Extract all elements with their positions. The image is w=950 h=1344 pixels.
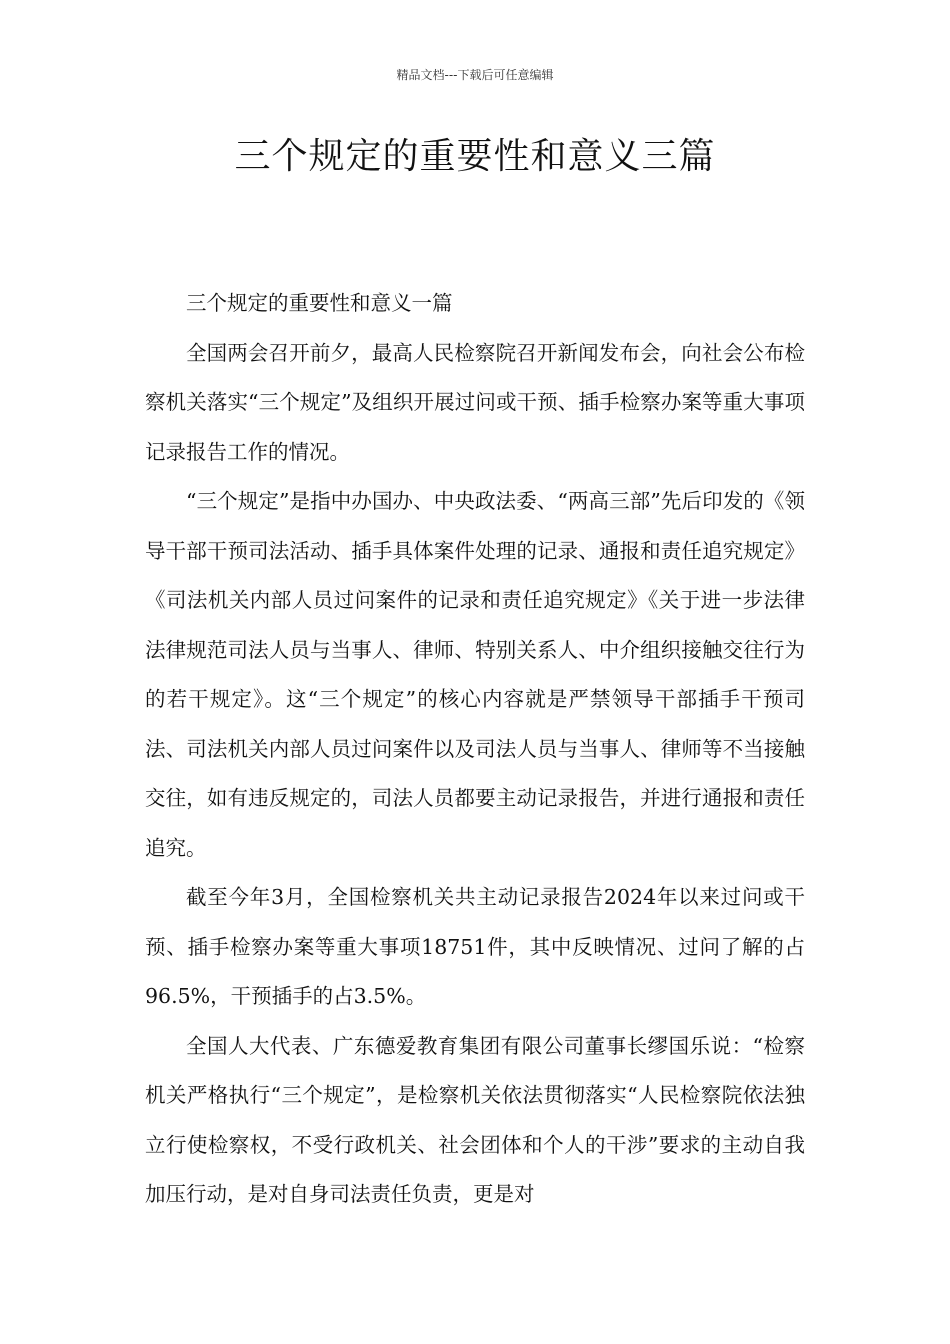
section-subtitle: 三个规定的重要性和意义一篇 [186, 291, 453, 315]
paragraph: “三个规定”是指中办国办、中央政法委、“两高三部”先后印发的《领导干部干预司法活动、插手具体案件处理的记录、通报和责任追究规定》《司法机关内部人员过问案件的记录和责任追究规定》《关于进一步法律法律规范司法人员与当事人、律师、特别关系人、中介组织接触交往行为的若干规定》。这“三个规定”的核心内容就是严禁领导干部插手干预司法、司法机关内部人员过问案件以及司法人员与当事人、律师等不当接触交往，如有违反规定的，司法人员都要主动记录报告，并进行通报和责任追究。 [145, 489, 805, 860]
paragraph: 全国人大代表、广东德爱教育集团有限公司董事长缪国乐说：“检察机关严格执行“三个规定”，是检察机关依法贯彻落实“人民检察院依法独立行使检察权，不受行政机关、社会团体和个人的干涉”要求的主动自我加压行动，是对自身司法责任负责，更是对 [145, 1033, 805, 1206]
document-title: 三个规定的重要性和意义三篇 [234, 136, 716, 177]
paragraph: 截至今年3月，全国检察机关共主动记录报告2024年以来过问或干预、插手检察办案等重大事项18751件，其中反映情况、过问了解的占96.5%，干预插手的占3.5%。 [145, 885, 805, 1008]
header-note: 精品文档---下载后可任意编辑 [396, 68, 554, 82]
paragraph: 全国两会召开前夕，最高人民检察院召开新闻发布会，向社会公布检察机关落实“三个规定”及组织开展过问或干预、插手检察办案等重大事项记录报告工作的情况。 [145, 340, 805, 464]
document-body [145, 279, 805, 1220]
